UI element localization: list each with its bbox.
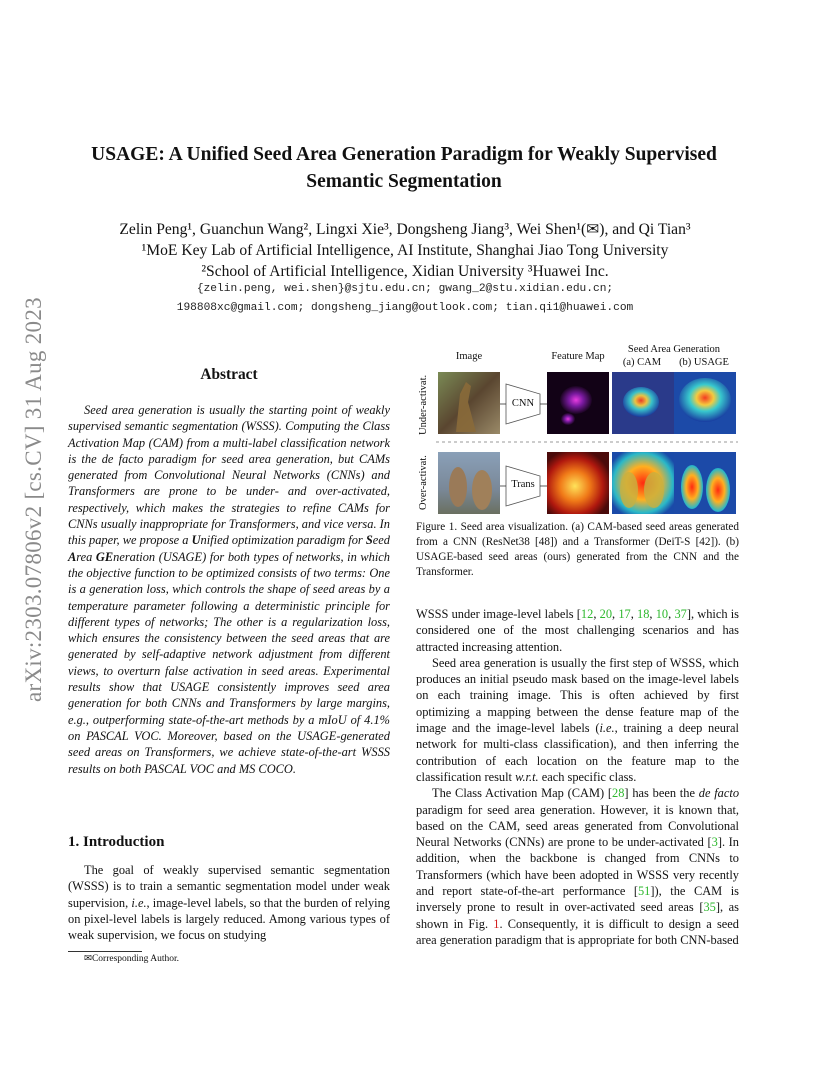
header-usage: (b) USAGE xyxy=(679,357,729,368)
figure-graphics xyxy=(416,342,739,520)
email-block xyxy=(60,280,750,318)
affiliation-1: ¹MoE Key Lab of Artificial Intelligence, AI Institute, Shanghai Jiao Tong University xyxy=(141,242,669,259)
author-block xyxy=(60,219,750,282)
abstract-heading: Abstract xyxy=(200,366,258,383)
cnn-label: CNN xyxy=(511,398,535,409)
right-column-text xyxy=(416,606,739,948)
row-label-over-activated: Over-activat. xyxy=(418,455,429,511)
title-line-2: Semantic Segmentation xyxy=(306,170,502,192)
intro-paragraph-3: The Class Activation Map (CAM) [28] has been the de facto paradigm for seed area generation. However, it is known that, based on the CAM, seed areas generated from Convolutional Neural Networks (CNNs) are prone to be under-activated [3]. In addition, when the backbone is changed from CNNs to Transformers (which have been adopted in WSSS very recently and report state-of-the-art performance [51]), the CAM is inversely prone to result in over-activated seed areas [35], as shown in Fig. 1. Consequently, it is difficult to design a seed area generation paradigm that is appropriate for both CNN-based xyxy=(416,786,740,947)
trans-label: Trans xyxy=(508,479,538,490)
header-cam: (a) CAM xyxy=(622,357,662,368)
intro-paragraph-continued: WSSS under image-level labels [12, 20, 17, 18, 10, 37], which is considered one of the most challenging scenarios and has attracted increasing attention. xyxy=(416,607,740,654)
paper-title xyxy=(70,142,738,195)
affiliation-2: ²School of Artificial Intelligence, Xidian University ³Huawei Inc. xyxy=(201,263,609,280)
introduction-heading: 1. Introduction xyxy=(68,834,165,850)
title-line-1: USAGE: A Unified Seed Area Generation Paradigm for Weakly Supervised xyxy=(91,144,717,165)
intro-paragraph-2: Seed area generation is usually the first step of WSSS, which produces an initial pseudo mask based on the image-level labels on each training image. This is often achieved by first optimizing a mapping between the dense feature map of the image and the image-level labels (i.e., training a deep neural network for multi-class classification), and then inferring the contribution of each location on the feature map to the classification result w.r.t. each specific class. xyxy=(416,655,739,784)
figure-1-caption: Figure 1. Seed area visualization. (a) CAM-based seed areas generated from a CNN (ResNet38 [48]) and a Transformer (DeiT-S [42]). (b) USAGE-based seed areas (ours) generated from the CNN and the Transformer. xyxy=(416,521,739,578)
figure-1 xyxy=(416,342,739,520)
introduction-paragraph-1: The goal of weakly supervised semantic segmentation (WSSS) is to train a semantic segmentation model under weak supervision, i.e., image-level labels, so that the burden of relying on pixel-level labels is largely reduced. Among various types of weak supervision, we focus on studying xyxy=(68,863,391,943)
header-image: Image xyxy=(455,351,483,362)
row-label-under-activated: Under-activat. xyxy=(418,374,429,436)
email-line-1: {zelin.peng, wei.shen}@sjtu.edu.cn; gwang_2@stu.xidian.edu.cn; xyxy=(196,283,614,295)
author-names: Zelin Peng¹, Guanchun Wang², Lingxi Xie³, Dongsheng Jiang³, Wei Shen¹(✉), and Qi Tian³ xyxy=(119,221,691,238)
footnote-rule xyxy=(68,951,142,952)
arxiv-identifier: arXiv:2303.07806v2 [cs.CV] 31 Aug 2023 xyxy=(21,297,46,703)
header-seed-area-generation: Seed Area Generation xyxy=(627,344,721,355)
abstract-body: Seed area generation is usually the starting point of weakly supervised semantic segmentation (WSSS). Computing the Class Activation Map (CAM) from a multi-label classification network is the de facto paradigm for seed area generation, but CAMs generated from Convolutional Neural Networks (CNNs) and Transformers are prone to be under- and over-activated, respectively, which makes the strategies to refine CAMs for CNNs usually inappropriate for Transformers, and vice versa. In this paper, we propose a Unified optimization paradigm for Seed Area GEneration (USAGE) for both types of networks, in which the objective function to be optimized consists of two terms: One is a generation loss, which controls the shape of seed areas by a temperature parameter following a deterministic principle for different types of networks; The other is a regularization loss, which ensures the consistency between the seed areas that are generated by self-adaptive network adjustment from different views, to overturn false activation in seed areas. Experimental results show that USAGE consistently improves seed area generation for both CNNs and Transformers by large margins, e.g., outperforming state-of-the-art methods by a mIoU of 4.1% on PASCAL VOC. Moreover, based on the USAGE-generated seed areas on Transformers, we achieve state-of-the-art WSSS results on both PASCAL VOC and MS COCO. xyxy=(68,403,390,776)
footnote: ✉Corresponding Author. xyxy=(84,954,180,964)
email-line-2: 198808xc@gmail.com; dongsheng_jiang@outlook.com; tian.qi1@huawei.com xyxy=(176,302,634,314)
header-feature-map: Feature Map xyxy=(551,351,605,362)
